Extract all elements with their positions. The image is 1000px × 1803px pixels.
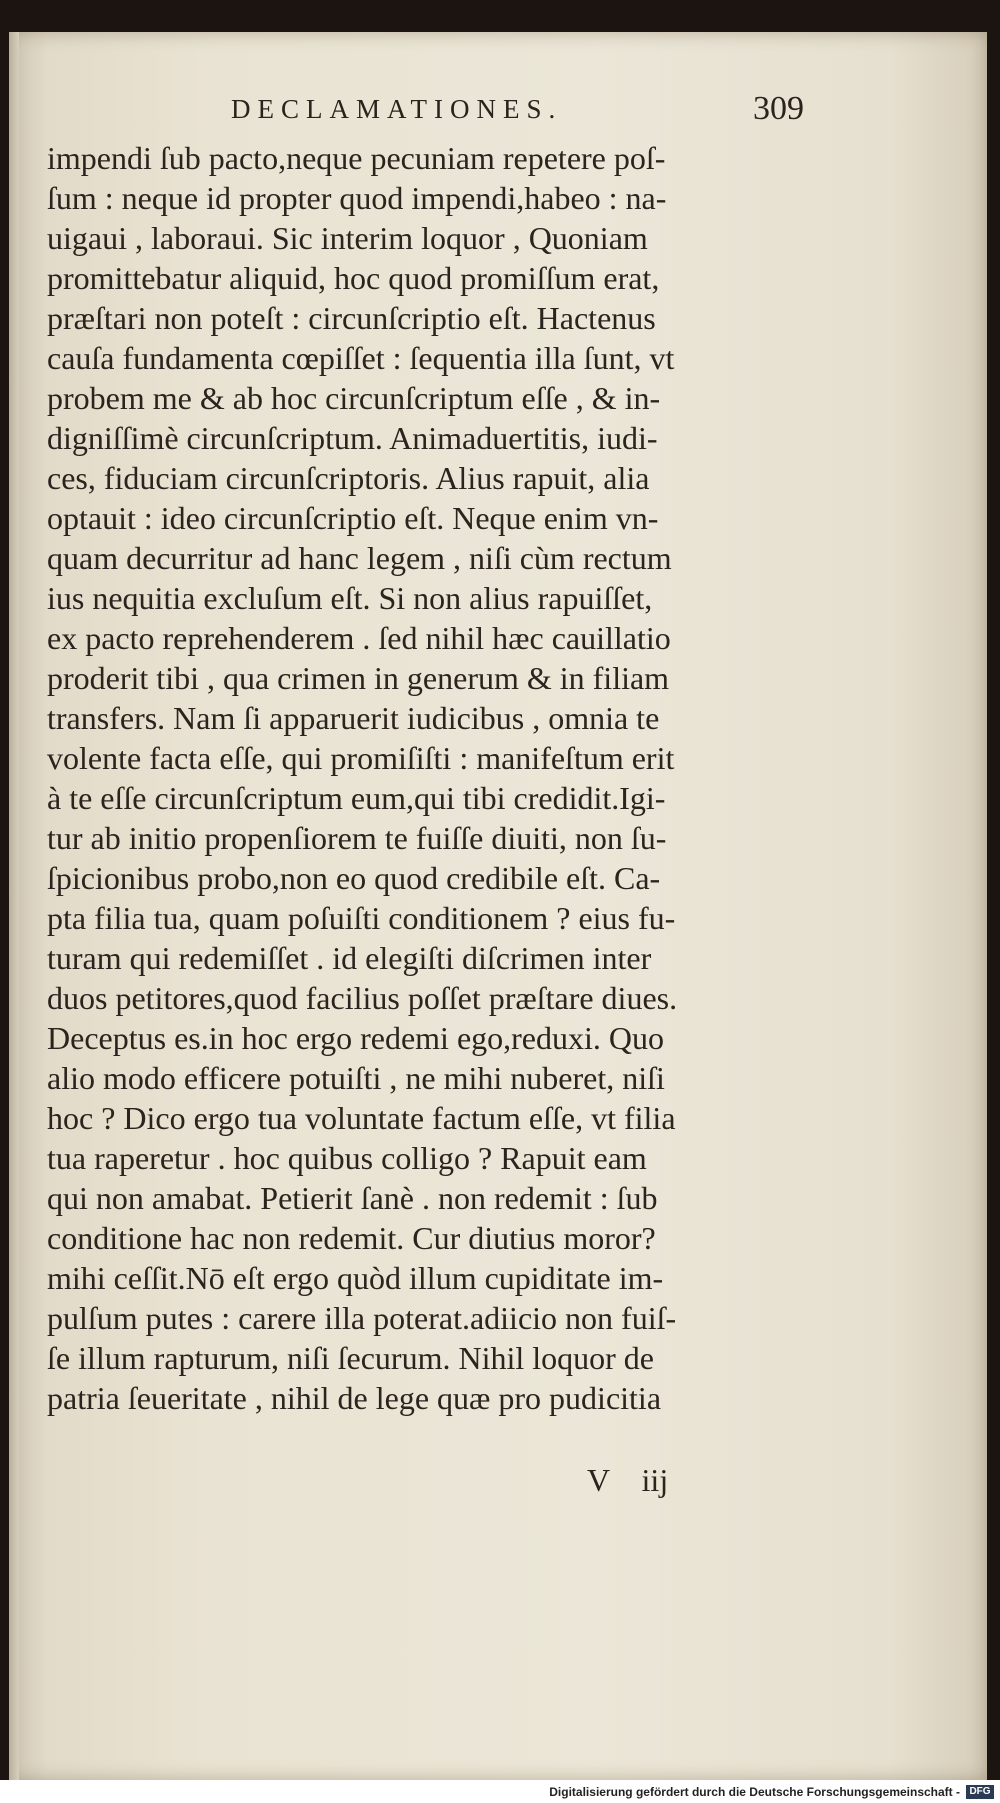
- text-line: tua raperetur . hoc quibus colligo ? Rapuit eam: [47, 1140, 647, 1176]
- signature-mark: V iij: [587, 1462, 669, 1498]
- text-line: ces, fiduciam circunſcriptoris. Alius rapuit, alia: [47, 460, 650, 496]
- digitization-footer: [0, 1782, 1000, 1803]
- text-line: duos petitores,quod facilius poſſet præſtare diues.: [47, 980, 678, 1016]
- text-line: cauſa fundamenta cœpiſſet : ſequentia illa ſunt, vt: [47, 340, 675, 376]
- text-line: promittebatur aliquid, hoc quod promiſſum erat,: [47, 260, 660, 296]
- text-line: hoc ? Dico ergo tua voluntate factum eſſe, vt filia: [47, 1100, 676, 1136]
- text-line: ſpicionibus probo,non eo quod credibile eſt. Ca-: [47, 860, 661, 896]
- funding-credit: Digitalisierung gefördert durch die Deutsche Forschungsgemeinschaft -: [549, 1785, 960, 1799]
- text-line: qui non amabat. Petierit ſanè . non redemit : ſub: [47, 1180, 658, 1216]
- page-number: 309: [753, 90, 804, 127]
- text-line: patria ſeueritate , nihil de lege quæ pro pudicitia: [47, 1380, 662, 1416]
- text-line: à te eſſe circunſcriptum eum,qui tibi credidit.Igi-: [47, 780, 666, 816]
- text-line: alio modo efficere potuiſti , ne mihi nuberet, niſi: [47, 1060, 665, 1096]
- book-page: [9, 32, 987, 1780]
- text-line: ex pacto reprehenderem . ſed nihil hæc cauillatio: [47, 620, 671, 656]
- text-line: turam qui redemiſſet . id elegiſti diſcrimen inter: [47, 940, 652, 976]
- text-line: pulſum putes : carere illa poterat.adiicio non fuiſ-: [47, 1300, 677, 1336]
- text-line: pta filia tua, quam poſuiſti conditionem ? eius fu-: [47, 900, 676, 936]
- dfg-logo: DFG: [966, 1785, 994, 1799]
- text-line: præſtari non poteſt : circunſcriptio eſt. Hactenus: [47, 300, 656, 336]
- text-line: ſum : neque id propter quod impendi,habeo : na-: [47, 180, 667, 216]
- text-line: volente facta eſſe, qui promiſiſti : manifeſtum erit: [47, 740, 675, 776]
- text-line: quam decurritur ad hanc legem , niſi cùm rectum: [47, 540, 672, 576]
- text-line: impendi ſub pacto,neque pecuniam repetere poſ-: [47, 140, 666, 176]
- text-line: probem me & ab hoc circunſcriptum eſſe , & in-: [47, 380, 661, 416]
- body-text: [47, 138, 817, 1418]
- text-line: Deceptus es.in hoc ergo redemi ego,reduxi. Quo: [47, 1020, 664, 1056]
- page-header: [9, 90, 987, 134]
- text-line: conditione hac non redemit. Cur diutius moror?: [47, 1220, 656, 1256]
- text-line: uigaui , laboraui. Sic interim loquor , Quoniam: [47, 220, 648, 256]
- text-line: mihi ceſſit.Nō eſt ergo quòd illum cupiditate im-: [47, 1260, 664, 1296]
- page-gutter-edge: [9, 32, 19, 1780]
- text-line: ſe illum rapturum, niſi ſecurum. Nihil loquor de: [47, 1340, 654, 1376]
- running-head: DECLAMATIONES.: [231, 94, 563, 124]
- text-line: digniſſimè circunſcriptum. Animaduertitis, iudi-: [47, 420, 658, 456]
- text-line: transfers. Nam ſi apparuerit iudicibus , omnia te: [47, 700, 660, 736]
- text-line: ius nequitia excluſum eſt. Si non alius rapuiſſet,: [47, 580, 653, 616]
- text-line: tur ab initio propenſiorem te fuiſſe diuiti, non ſu-: [47, 820, 667, 856]
- text-line: proderit tibi , qua crimen in generum & in filiam: [47, 660, 670, 696]
- text-line: optauit : ideo circunſcriptio eſt. Neque enim vn-: [47, 500, 659, 536]
